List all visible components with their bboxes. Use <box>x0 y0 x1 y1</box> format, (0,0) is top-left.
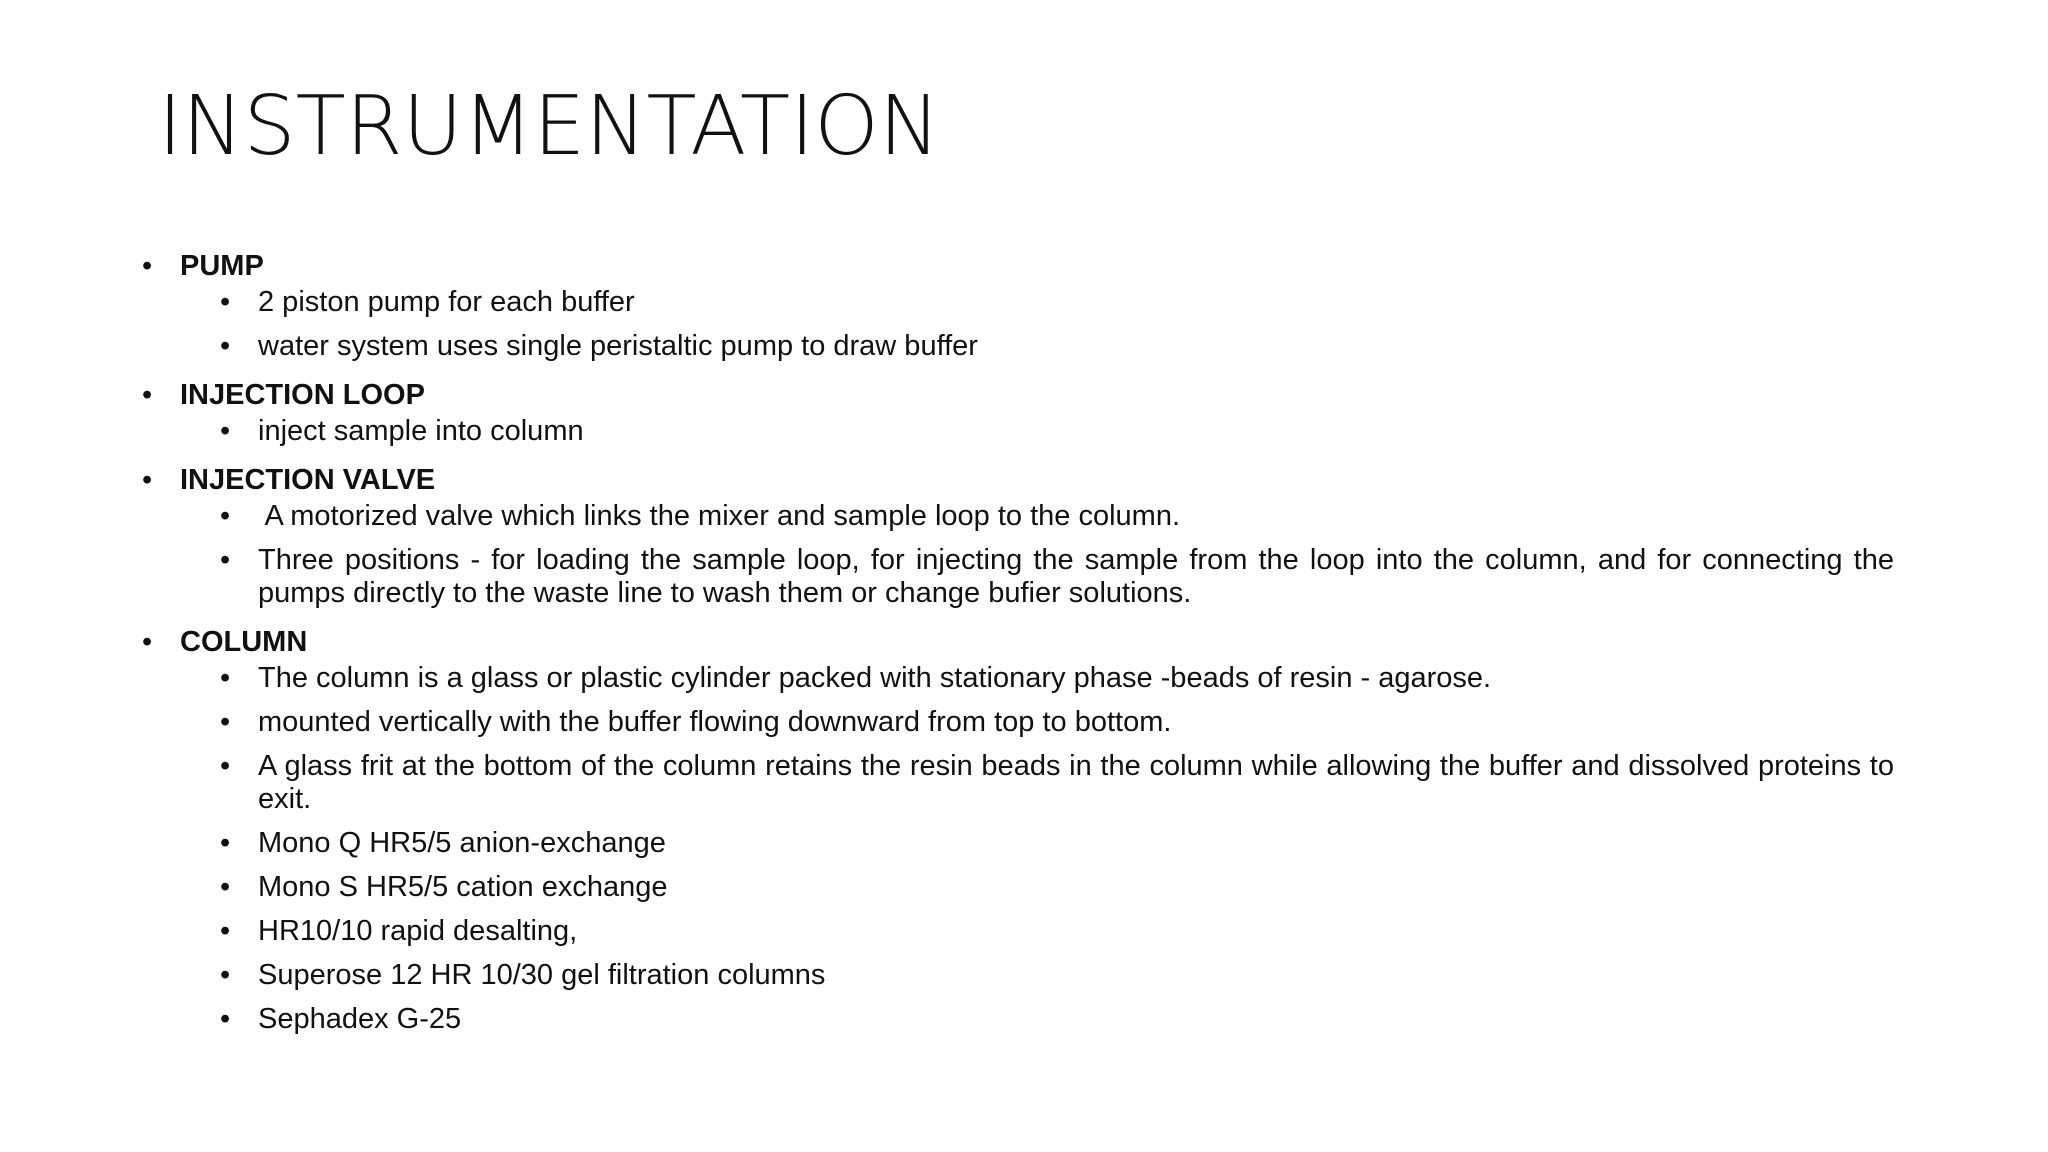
bullet-icon: • <box>220 286 231 318</box>
list-item <box>220 330 1894 363</box>
heading-text: PUMP <box>180 250 264 282</box>
sub-list <box>220 286 1894 363</box>
list-item-text: inject sample into column <box>258 415 584 447</box>
heading-text: INJECTION VALVE <box>180 464 436 496</box>
list-item <box>220 544 1894 610</box>
bullet-icon: • <box>142 379 153 411</box>
section-pump <box>142 246 1894 363</box>
bullet-icon: • <box>142 464 153 496</box>
bullet-icon: • <box>220 415 231 447</box>
list-item-text: Superose 12 HR 10/30 gel filtration columns <box>258 959 826 991</box>
section-column <box>142 622 1894 1036</box>
bullet-icon: • <box>142 250 153 282</box>
bullet-icon: • <box>220 662 231 694</box>
list-item-text: A motorized valve which links the mixer and sample loop to the column. <box>258 500 1181 532</box>
list-item-text: A glass frit at the bottom of the column retains the resin beads in the column while allowing the buffer and dissolved proteins to exit. <box>258 750 1894 815</box>
bullet-icon: • <box>220 330 231 362</box>
bullet-icon: • <box>220 827 231 859</box>
list-item <box>220 1003 1894 1036</box>
bullet-icon: • <box>220 871 231 903</box>
list-item-text: water system uses single peristaltic pump to draw buffer <box>258 330 978 362</box>
bullet-icon: • <box>220 915 231 947</box>
section-heading <box>142 375 1894 415</box>
list-item <box>220 915 1894 948</box>
list-item-text: HR10/10 rapid desalting, <box>258 915 578 947</box>
section-heading <box>142 460 1894 500</box>
list-item <box>220 827 1894 860</box>
list-item-text: The column is a glass or plastic cylinder packed with stationary phase -beads of resin - agarose. <box>258 662 1492 694</box>
bullet-icon: • <box>220 1003 231 1035</box>
list-item <box>220 415 1894 448</box>
heading-text: COLUMN <box>180 626 308 658</box>
bullet-icon: • <box>142 626 153 658</box>
list-item <box>220 500 1894 533</box>
list-item <box>220 871 1894 904</box>
list-item-text: mounted vertically with the buffer flowing downward from top to bottom. <box>258 706 1172 738</box>
list-item-text: Sephadex G-25 <box>258 1003 462 1035</box>
bullet-icon: • <box>220 544 231 576</box>
section-heading <box>142 622 1894 662</box>
section-injection-valve <box>142 460 1894 610</box>
bullet-icon: • <box>220 706 231 738</box>
list-item <box>220 662 1894 695</box>
bullet-icon: • <box>220 500 231 532</box>
list-item-text: Three positions - for loading the sample loop, for injecting the sample from the loop into the column, and for connecting the pumps directly to the waste line to wash them or change bufier solutions. <box>258 544 1894 609</box>
slide-content <box>142 246 1894 1048</box>
slide-title: INSTRUMENTATION <box>158 79 941 174</box>
list-item-text: 2 piston pump for each buffer <box>258 286 635 318</box>
section-injection-loop <box>142 375 1894 448</box>
list-item <box>220 706 1894 739</box>
sub-list <box>220 415 1894 448</box>
list-item-text: Mono Q HR5/5 anion-exchange <box>258 827 666 859</box>
list-item <box>220 286 1894 319</box>
list-item <box>220 750 1894 816</box>
bullet-icon: • <box>220 959 231 991</box>
list-item <box>220 959 1894 992</box>
sub-list <box>220 500 1894 610</box>
bullet-icon: • <box>220 750 231 782</box>
heading-text: INJECTION LOOP <box>180 379 425 411</box>
sub-list <box>220 662 1894 1036</box>
list-item-text: Mono S HR5/5 cation exchange <box>258 871 668 903</box>
section-heading <box>142 246 1894 286</box>
